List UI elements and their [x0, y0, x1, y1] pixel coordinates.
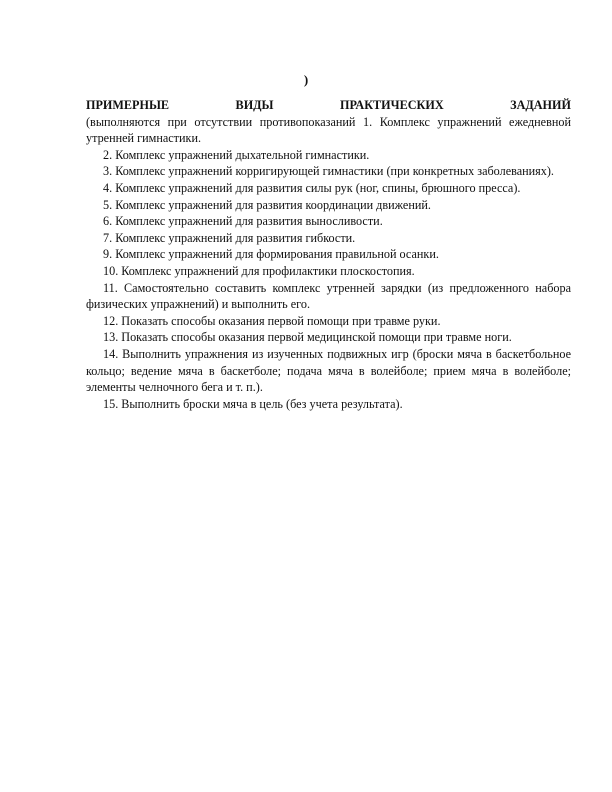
list-item: 11. Самостоятельно составить комплекс утренней зарядки (из предложенного набора физических упражнений) и выполнить его.: [86, 280, 571, 312]
list-item: 9. Комплекс упражнений для формирования правильной осанки.: [103, 247, 439, 262]
list-item: 13. Показать способы оказания первой медицинской помощи при травме ноги.: [103, 330, 512, 345]
list-item: 2. Комплекс упражнений дыхательной гимнастики.: [103, 147, 370, 162]
list-item: 12. Показать способы оказания первой помощи при травме руки.: [103, 313, 441, 328]
list-item: 15. Выполнить броски мяча в цель (без учета результата).: [103, 396, 403, 411]
document-body: [86, 97, 571, 412]
intro-paragraph: (выполняются при отсутствии противопоказаний 1. Комплекс упражнений ежедневной утренней гимнастики.: [86, 114, 571, 146]
list-item: 5. Комплекс упражнений для развития координации движений.: [103, 197, 431, 212]
list-item: 4. Комплекс упражнений для развития силы рук (ног, спины, брюшного пресса).: [103, 180, 521, 195]
list-item: 6. Комплекс упражнений для развития выносливости.: [103, 214, 383, 229]
list-item: 10. Комплекс упражнений для профилактики плоскостопия.: [103, 263, 415, 278]
list-item: 3. Комплекс упражнений корригирующей гимнастики (при конкретных заболеваниях).: [103, 164, 554, 179]
top-mark: ): [303, 72, 309, 87]
section-heading: ПРИМЕРНЫЕ ВИДЫ ПРАКТИЧЕСКИХ ЗАДАНИЙ: [86, 98, 571, 112]
list-item: 14. Выполнить упражнения из изученных подвижных игр (броски мяча в баскетбольное кольцо; ведение мяча в баскетболе; подача мяча в волейболе; прием мяча в волейболе; элементы челночного бега и т. п.).: [86, 346, 571, 395]
list-item: 7. Комплекс упражнений для развития гибкости.: [103, 230, 356, 245]
